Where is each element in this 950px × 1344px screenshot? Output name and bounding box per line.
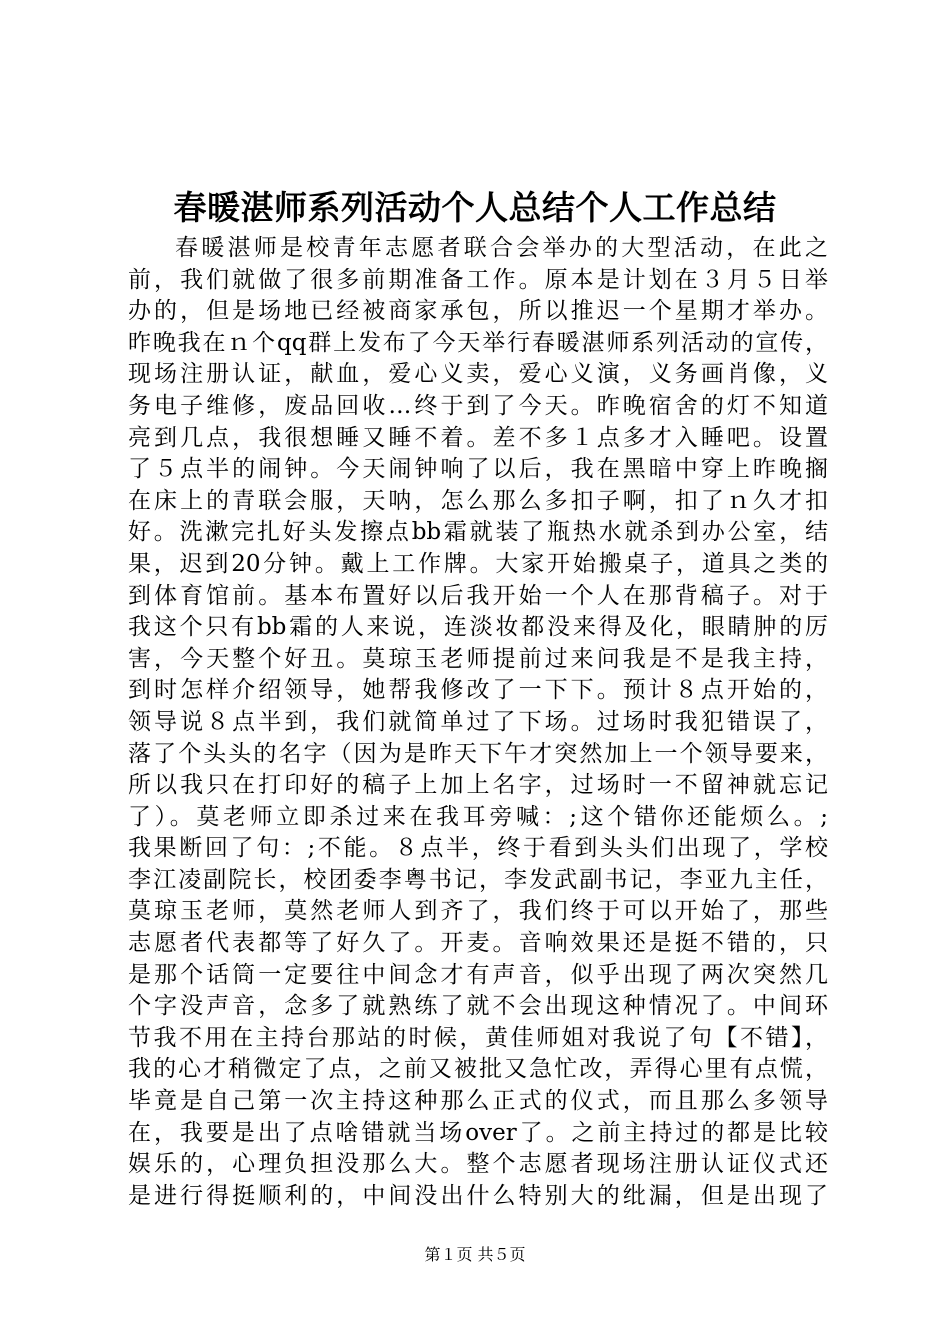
text-line: 个字没声音，念多了就熟练了就不会出现这种情况了。中间环 bbox=[128, 993, 828, 1020]
text-line: 娱乐的，心理负担没那么大。整个志愿者现场注册认证仪式还 bbox=[128, 1151, 828, 1178]
text-line: 害，今天整个好丑。莫琼玉老师提前过来问我是不是我主持， bbox=[128, 645, 828, 672]
text-line: 领导说８点半到，我们就简单过了下场。过场时我犯错误了， bbox=[128, 708, 828, 735]
text-line: 我的心才稍微定了点，之前又被批又急忙改，弄得心里有点慌， bbox=[128, 1056, 828, 1083]
text-line: 昨晚我在ｎ个qq群上发布了今天举行春暖湛师系列活动的宣传， bbox=[128, 329, 828, 356]
text-line: 落了个头头的名字（因为是昨天下午才突然加上一个领导要来， bbox=[128, 740, 828, 767]
body-paragraph bbox=[128, 233, 828, 1212]
text-line: 了５点半的闹钟。今天闹钟响了以后，我在黑暗中穿上昨晚搁 bbox=[128, 456, 828, 483]
text-line: 到时怎样介绍领导，她帮我修改了一下下。预计８点开始的， bbox=[128, 677, 828, 704]
text-line: 亮到几点，我很想睡又睡不着。差不多１点多才入睡吧。设置 bbox=[128, 424, 828, 451]
page-number-footer: 第１页 共５页 bbox=[424, 1245, 526, 1264]
text-line: 我果断回了句：;不能。８点半，终于看到头头们出现了，学校 bbox=[128, 835, 828, 862]
text-line: 春暖湛师是校青年志愿者联合会举办的大型活动，在此之 bbox=[175, 235, 828, 261]
text-line: 现场注册认证，献血，爱心义卖，爱心义演，义务画肖像，义 bbox=[128, 361, 828, 388]
text-line: 前，我们就做了很多前期准备工作。原本是计划在３月５日举 bbox=[128, 266, 828, 293]
text-line: 了）。莫老师立即杀过来在我耳旁喊：;这个错你还能烦么。; bbox=[128, 803, 828, 830]
text-line: 我这个只有bb霜的人来说，连淡妆都没来得及化，眼睛肿的厉 bbox=[128, 614, 828, 641]
text-line: 莫琼玉老师，莫然老师人到齐了，我们终于可以开始了，那些 bbox=[128, 898, 828, 925]
text-line: 是那个话筒一定要往中间念才有声音，似乎出现了两次突然几 bbox=[128, 961, 828, 988]
text-line: 是进行得挺顺利的，中间没出什么特别大的纰漏，但是出现了 bbox=[128, 1182, 828, 1209]
text-line: 办的，但是场地已经被商家承包，所以推迟一个星期才举办。 bbox=[128, 298, 828, 325]
document-title: 春暖湛师系列活动个人总结个人工作总结 bbox=[173, 188, 777, 227]
text-line: 所以我只在打印好的稿子上加上名字，过场时一不留神就忘记 bbox=[128, 772, 828, 799]
text-line: 到体育馆前。基本布置好以后我开始一个人在那背稿子。对于 bbox=[128, 582, 828, 609]
text-line: 务电子维修，废品回收…终于到了今天。昨晚宿舍的灯不知道 bbox=[128, 392, 828, 419]
text-line: 在床上的青联会服，天呐，怎么那么多扣子啊，扣了ｎ久才扣 bbox=[128, 487, 828, 514]
text-line: 李江凌副院长，校团委李粤书记，李发武副书记，李亚九主任， bbox=[128, 866, 828, 893]
text-line: 在，我要是出了点啥错就当场over了。之前主持过的都是比较 bbox=[128, 1119, 828, 1146]
text-line: 毕竟是自己第一次主持这种那么正式的仪式，而且那么多领导 bbox=[128, 1088, 828, 1115]
text-line: 好。洗漱完扎好头发擦点bb霜就装了瓶热水就杀到办公室，结 bbox=[128, 519, 828, 546]
text-line: 节我不用在主持台那站的时候，黄佳师姐对我说了句【不错】， bbox=[128, 1024, 828, 1051]
text-line: 志愿者代表都等了好久了。开麦。音响效果还是挺不错的，只 bbox=[128, 930, 828, 957]
text-line: 果，迟到20分钟。戴上工作牌。大家开始搬桌子，道具之类的 bbox=[128, 550, 828, 577]
